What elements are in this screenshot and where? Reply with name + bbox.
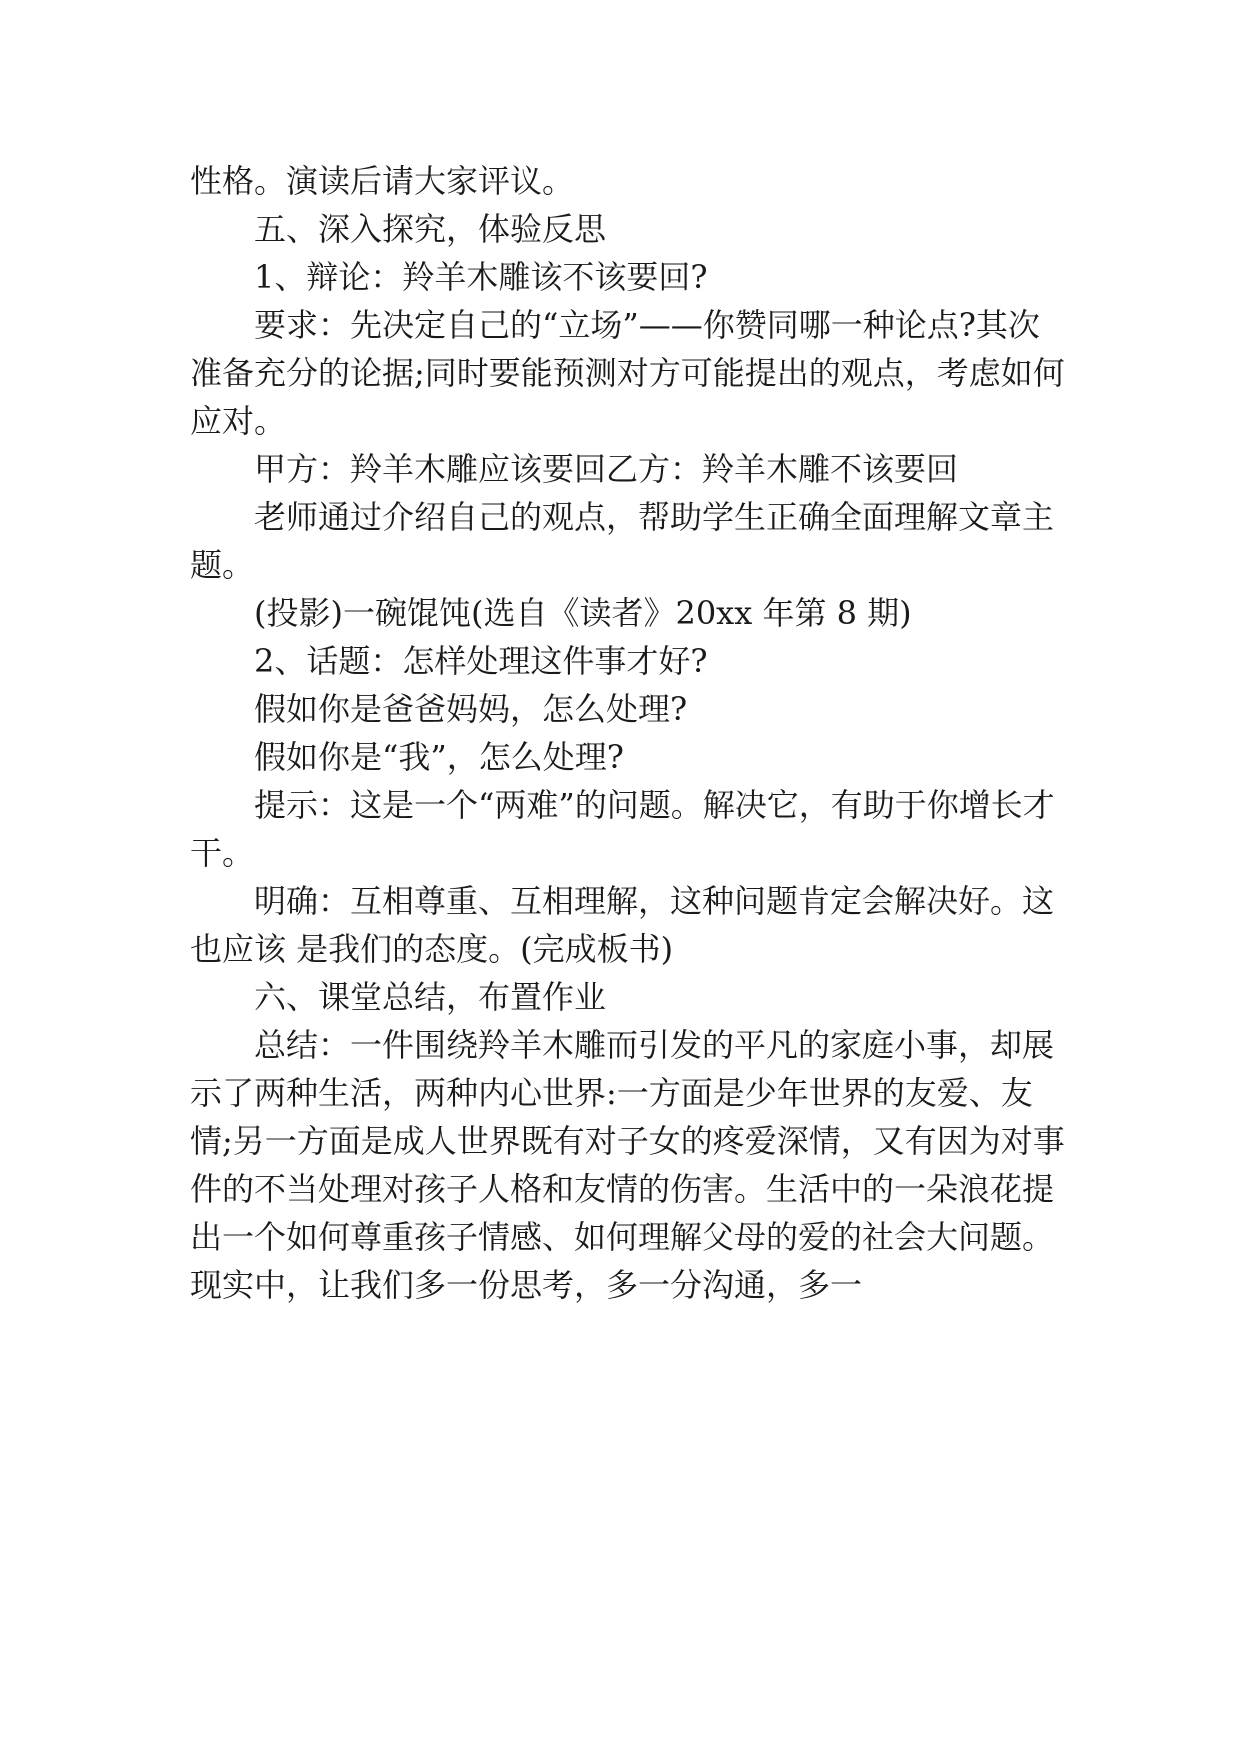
paragraph: 1、辩论：羚羊木雕该不该要回? [254,258,708,296]
paragraph: 性格。演读后请大家评议。 [190,162,575,200]
paragraph: 要求：先决定自己的“立场”——你赞同哪一种论点?其次准备充分的论据;同时要能预测对方可能提出的观点，考虑如何应对。 [190,306,1065,440]
paragraph: 明确：互相尊重、互相理解，这种问题肯定会解决好。这也应该 是我们的态度。(完成板书) [190,882,1055,968]
paragraph: 假如你是“我”，怎么处理? [254,738,624,776]
paragraph: 甲方：羚羊木雕应该要回乙方：羚羊木雕不该要回 [254,450,959,488]
paragraph: 老师通过介绍自己的观点，帮助学生正确全面理解文章主题。 [190,498,1055,584]
paragraph: (投影)一碗馄饨(选自《读者》20xx 年第 8 期) [254,594,912,632]
document-body [190,157,1070,1309]
paragraph: 2、话题：怎样处理这件事才好? [254,642,708,680]
paragraph: 假如你是爸爸妈妈，怎么处理? [254,690,688,728]
paragraph: 总结：一件围绕羚羊木雕而引发的平凡的家庭小事，却展示了两种生活，两种内心世界:一方面是少年世界的友爱、友情;另一方面是成人世界既有对子女的疼爱深情，又有因为对事件的不当处理对孩子人格和友情的伤害。生活中的一朵浪花提出一个如何尊重孩子情感、如何理解父母的爱的社会大问题。现实中，让我们多一份思考，多一分沟通，多一 [190,1026,1065,1304]
section-heading-5: 五、深入探究，体验反思 [254,210,607,248]
section-heading-6: 六、课堂总结，布置作业 [254,978,607,1016]
paragraph: 提示：这是一个“两难”的问题。解决它，有助于你增长才干。 [190,786,1055,872]
